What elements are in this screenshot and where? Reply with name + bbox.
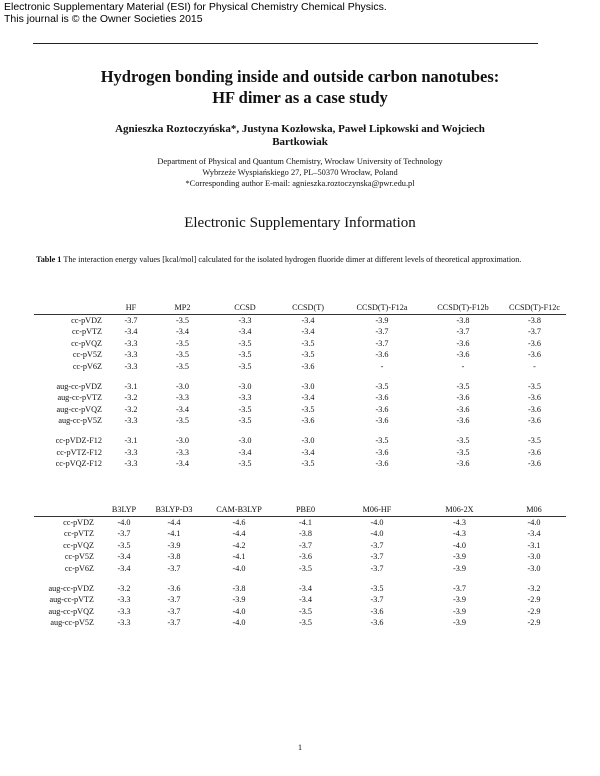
energy-value-cell: -3.4 [299, 583, 312, 593]
table-row [34, 617, 566, 629]
energy-value-cell: -3.3 [117, 618, 131, 628]
energy-value-cell: -3.5 [238, 459, 252, 469]
table-row [34, 516, 566, 528]
energy-value-cell: -3.2 [117, 583, 131, 593]
energy-table-wavefunction [34, 302, 566, 470]
energy-value-cell: -3.3 [238, 393, 252, 403]
energy-value-cell: - [380, 361, 384, 371]
energy-value-cell: -3.7 [124, 315, 138, 325]
energy-value-cell: -3.9 [453, 563, 466, 573]
energy-value-cell: -3.7 [370, 540, 384, 550]
group-spacer [34, 575, 566, 583]
row-label-basis-set: cc-pV5Z [64, 552, 94, 562]
energy-value-cell: -3.2 [527, 583, 541, 593]
paper-title-line-1: Hydrogen bonding inside and outside carbon nanotubes: [100, 67, 500, 86]
energy-value-cell: -3.1 [527, 540, 541, 550]
table-row [34, 563, 566, 575]
energy-value-cell: -4.0 [117, 517, 131, 527]
energy-value-cell: - [533, 361, 536, 371]
energy-value-cell: -3.0 [238, 381, 252, 391]
row-label-basis-set: cc-pV6Z [64, 563, 94, 573]
energy-value-cell: -3.7 [167, 595, 181, 605]
energy-value-cell: -3.6 [375, 393, 389, 403]
energy-value-cell: -3.4 [527, 529, 541, 539]
header-cell-method: CAM-B3LYP [204, 504, 274, 516]
energy-value-cell: -3.6 [301, 361, 315, 371]
energy-value-cell: -3.5 [375, 381, 389, 391]
header-cell-method: M06 [502, 504, 566, 516]
energy-value-cell: -3.6 [375, 447, 389, 457]
table-row [34, 415, 566, 427]
header-cell-basis [34, 504, 104, 516]
energy-table-dft [34, 504, 566, 629]
table-caption [36, 254, 526, 265]
table-caption-text: The interaction energy values [kcal/mol] calculated for the isolated hydrogen fluoride dimer at different levels of theoretical approximation. [63, 255, 522, 264]
energy-value-cell: -3.4 [176, 404, 189, 414]
table-row [34, 540, 566, 552]
energy-value-cell: -3.5 [176, 361, 189, 371]
corresponding-author-email: *Corresponding author E-mail: agnieszka.roztoczynska@pwr.edu.pl [185, 179, 415, 188]
table-header-row [34, 504, 566, 516]
row-label-basis-set: cc-pVTZ [71, 327, 102, 337]
affiliation-line-1: Department of Physical and Quantum Chemistry, Wrocław University of Technology [157, 157, 443, 166]
energy-value-cell: -4.0 [232, 563, 246, 573]
author-list-line-2: Bartkowiak [272, 136, 328, 148]
energy-value-cell: -3.6 [375, 350, 389, 360]
energy-value-cell: -3.4 [124, 327, 138, 337]
energy-value-cell: -3.6 [375, 416, 389, 426]
energy-value-cell: -3.9 [375, 315, 389, 325]
energy-value-cell: -3.6 [456, 404, 470, 414]
energy-value-cell: -3.8 [232, 583, 246, 593]
table-row [34, 583, 566, 595]
table-row [34, 392, 566, 404]
energy-value-cell: -3.5 [176, 416, 189, 426]
energy-value-cell: -3.1 [124, 435, 138, 445]
energy-value-cell: -4.0 [370, 529, 384, 539]
energy-value-cell: -3.6 [528, 393, 541, 403]
row-label-basis-set: cc-pVQZ [71, 338, 102, 348]
header-cell-method: CCSD(T)-F12a [341, 302, 423, 314]
energy-value-cell: -4.2 [232, 540, 246, 550]
energy-value-cell: -3.3 [124, 338, 138, 348]
header-cell-method: B3LYP [104, 504, 144, 516]
energy-value-cell: -3.0 [176, 435, 189, 445]
header-cell-method: CCSD(T)-F12c [503, 302, 566, 314]
energy-value-cell: -4.3 [453, 517, 466, 527]
energy-value-cell: -3.6 [456, 416, 470, 426]
energy-value-cell: -4.1 [299, 517, 312, 527]
energy-value-cell: -3.3 [124, 350, 138, 360]
energy-value-cell: -3.6 [299, 552, 312, 562]
energy-value-cell: -3.6 [375, 404, 389, 414]
energy-value-cell: -3.4 [301, 327, 315, 337]
row-label-basis-set: cc-pVTZ-F12 [56, 447, 102, 457]
energy-value-cell: -3.7 [167, 563, 181, 573]
paper-title-line-2: HF dimer as a case study [212, 88, 388, 107]
energy-value-cell: -3.7 [299, 540, 312, 550]
energy-value-cell: -3.3 [117, 595, 131, 605]
energy-value-cell: -3.5 [238, 350, 252, 360]
row-label-basis-set: aug-cc-pVTZ [49, 595, 94, 605]
energy-value-cell: -3.8 [299, 529, 312, 539]
energy-value-cell: -3.5 [176, 350, 189, 360]
energy-value-cell: -3.0 [301, 435, 315, 445]
energy-value-cell: -3.4 [301, 315, 315, 325]
header-rule [33, 43, 538, 44]
esi-header-line-2: This journal is © the Owner Societies 2015 [4, 13, 203, 25]
energy-value-cell: -3.5 [176, 338, 189, 348]
group-spacer [34, 427, 566, 435]
energy-value-cell: -3.8 [528, 315, 541, 325]
energy-value-cell: -3.5 [238, 361, 252, 371]
row-label-basis-set: aug-cc-pVTZ [57, 393, 102, 403]
energy-value-cell: -3.9 [453, 595, 466, 605]
energy-value-cell: -3.0 [176, 381, 189, 391]
table-row [34, 349, 566, 361]
energy-value-cell: -3.6 [528, 338, 541, 348]
row-label-basis-set: cc-pVTZ [63, 529, 94, 539]
energy-value-cell: -3.7 [375, 327, 389, 337]
header-cell-method: HF [112, 302, 150, 314]
table-row [34, 435, 566, 447]
energy-value-cell: -3.5 [238, 338, 252, 348]
table-row [34, 458, 566, 470]
table-header-row [34, 302, 566, 314]
energy-value-cell: -3.5 [301, 350, 315, 360]
energy-value-cell: -3.7 [167, 606, 181, 616]
energy-value-cell: -3.6 [167, 583, 181, 593]
energy-value-cell: -3.7 [167, 618, 181, 628]
table-row [34, 447, 566, 459]
energy-value-cell: -3.7 [456, 327, 470, 337]
energy-value-cell: -3.5 [301, 404, 315, 414]
header-cell-method: MP2 [150, 302, 215, 314]
energy-value-cell: -3.7 [375, 338, 389, 348]
table-row [34, 551, 566, 563]
energy-value-cell: -3.5 [528, 435, 541, 445]
affiliation [40, 156, 560, 189]
energy-value-cell: -3.7 [370, 595, 384, 605]
table-caption-label: Table 1 [36, 255, 62, 264]
energy-value-cell: -3.3 [238, 315, 252, 325]
energy-value-cell: -4.1 [232, 552, 246, 562]
energy-value-cell: -3.9 [453, 552, 466, 562]
table-row [34, 361, 566, 373]
energy-value-cell: -3.5 [299, 618, 312, 628]
energy-value-cell: -3.6 [528, 447, 541, 457]
row-label-basis-set: aug-cc-pVDZ [48, 583, 94, 593]
author-list [40, 123, 560, 149]
energy-value-cell: -3.9 [453, 606, 466, 616]
energy-value-cell: -3.0 [301, 381, 315, 391]
energy-value-cell: -3.9 [453, 618, 466, 628]
energy-value-cell: -3.8 [456, 315, 470, 325]
header-cell-method: M06-2X [417, 504, 502, 516]
energy-value-cell: -3.7 [370, 552, 384, 562]
energy-value-cell: -4.6 [232, 517, 246, 527]
energy-value-cell: -3.4 [176, 327, 189, 337]
energy-value-cell: -2.9 [527, 595, 541, 605]
energy-value-cell: -4.1 [167, 529, 181, 539]
table-row [34, 326, 566, 338]
energy-value-cell: -3.6 [301, 416, 315, 426]
energy-value-cell: -4.0 [527, 517, 541, 527]
row-label-basis-set: aug-cc-pVQZ [48, 606, 94, 616]
row-label-basis-set: cc-pVQZ-F12 [55, 459, 102, 469]
energy-value-cell: -3.7 [117, 529, 131, 539]
row-label-basis-set: aug-cc-pV5Z [50, 618, 94, 628]
header-cell-method: CCSD [215, 302, 275, 314]
energy-value-cell: -3.7 [453, 583, 466, 593]
row-label-basis-set: cc-pVDZ [63, 517, 94, 527]
energy-value-cell: -4.4 [232, 529, 246, 539]
energy-value-cell: -3.5 [238, 404, 252, 414]
table-row [34, 606, 566, 618]
table-row [34, 594, 566, 606]
energy-value-cell: -3.5 [528, 381, 541, 391]
energy-value-cell: -3.0 [527, 563, 541, 573]
row-label-basis-set: cc-pV5Z [72, 350, 102, 360]
header-cell-method: PBE0 [274, 504, 337, 516]
energy-value-cell: -3.3 [124, 447, 138, 457]
energy-value-cell: -3.6 [370, 606, 384, 616]
energy-value-cell: -3.6 [528, 416, 541, 426]
energy-value-cell: -3.4 [117, 563, 131, 573]
energy-value-cell: -3.3 [176, 447, 189, 457]
energy-value-cell: -3.6 [528, 459, 541, 469]
energy-value-cell: -3.5 [117, 540, 131, 550]
energy-value-cell: -3.4 [299, 595, 312, 605]
energy-value-cell: -3.5 [299, 606, 312, 616]
energy-value-cell: -3.8 [167, 552, 181, 562]
energy-value-cell: -4.0 [232, 606, 246, 616]
energy-value-cell: -3.5 [238, 416, 252, 426]
row-label-basis-set: aug-cc-pVQZ [56, 404, 102, 414]
energy-value-cell: -3.5 [301, 338, 315, 348]
energy-value-cell: -2.9 [527, 618, 541, 628]
energy-value-cell: -3.0 [238, 435, 252, 445]
energy-value-cell: -3.1 [124, 381, 138, 391]
energy-value-cell: -3.5 [299, 563, 312, 573]
row-label-basis-set: aug-cc-pVDZ [56, 381, 102, 391]
energy-value-cell: -3.3 [124, 459, 138, 469]
energy-value-cell: -3.6 [528, 350, 541, 360]
table-row [34, 528, 566, 540]
energy-value-cell: -4.0 [453, 540, 466, 550]
energy-value-cell: -3.4 [301, 393, 315, 403]
paper-title [30, 66, 570, 108]
energy-value-cell: -3.5 [301, 459, 315, 469]
energy-value-cell: -3.6 [528, 404, 541, 414]
energy-value-cell: -3.4 [176, 459, 189, 469]
row-label-basis-set: aug-cc-pV5Z [58, 416, 102, 426]
header-cell-method: B3LYP-D3 [144, 504, 204, 516]
energy-value-cell: -3.6 [456, 338, 470, 348]
energy-value-cell: -3.5 [176, 315, 189, 325]
energy-value-cell: -3.7 [528, 327, 541, 337]
table-row [34, 381, 566, 393]
energy-value-cell: -3.9 [232, 595, 246, 605]
energy-value-cell: -3.6 [456, 350, 470, 360]
page-number: 1 [297, 742, 303, 752]
energy-value-cell: -3.4 [238, 447, 252, 457]
energy-value-cell: -3.6 [456, 393, 470, 403]
energy-value-cell: -4.0 [370, 517, 384, 527]
energy-value-cell: -3.6 [456, 459, 470, 469]
table-row [34, 404, 566, 416]
header-cell-basis [34, 302, 112, 314]
energy-value-cell: -3.4 [301, 447, 315, 457]
esi-header [4, 1, 387, 25]
energy-value-cell: -3.6 [370, 618, 384, 628]
energy-value-cell: -3.3 [124, 416, 138, 426]
header-cell-method: M06-HF [337, 504, 417, 516]
affiliation-line-2: Wybrzeże Wyspiańskiego 27, PL–50370 Wrocław, Poland [202, 168, 398, 177]
energy-value-cell: -4.0 [232, 618, 246, 628]
table-row [34, 338, 566, 350]
energy-value-cell: -3.6 [375, 459, 389, 469]
energy-value-cell: -3.0 [527, 552, 541, 562]
energy-value-cell: -3.5 [370, 583, 384, 593]
energy-value-cell: -3.2 [124, 393, 138, 403]
esi-section-title: Electronic Supplementary Information [184, 215, 416, 231]
energy-value-cell: -3.9 [167, 540, 181, 550]
header-cell-method: CCSD(T)-F12b [423, 302, 503, 314]
energy-value-cell: -3.7 [370, 563, 384, 573]
energy-value-cell: -3.5 [456, 381, 470, 391]
energy-value-cell: -3.3 [176, 393, 189, 403]
energy-value-cell: -3.5 [456, 447, 470, 457]
energy-value-cell: -3.5 [456, 435, 470, 445]
energy-value-cell: -3.4 [238, 327, 252, 337]
energy-value-cell: -3.2 [124, 404, 138, 414]
energy-value-cell: -3.3 [117, 606, 131, 616]
group-spacer [34, 373, 566, 381]
table-row [34, 314, 566, 326]
energy-value-cell: - [461, 361, 465, 371]
energy-value-cell: -3.4 [117, 552, 131, 562]
esi-header-line-1: Electronic Supplementary Material (ESI) for Physical Chemistry Chemical Physics. [4, 1, 387, 13]
energy-value-cell: -3.5 [375, 435, 389, 445]
author-list-line-1: Agnieszka Roztoczyńska*, Justyna Kozłowska, Paweł Lipkowski and Wojciech [115, 123, 485, 135]
row-label-basis-set: cc-pVDZ-F12 [55, 435, 102, 445]
header-cell-method: CCSD(T) [275, 302, 341, 314]
row-label-basis-set: cc-pV6Z [72, 361, 102, 371]
energy-value-cell: -3.3 [124, 361, 138, 371]
energy-value-cell: -2.9 [527, 606, 541, 616]
energy-value-cell: -4.3 [453, 529, 466, 539]
row-label-basis-set: cc-pVQZ [63, 540, 94, 550]
row-label-basis-set: cc-pVDZ [71, 315, 102, 325]
energy-value-cell: -4.4 [167, 517, 181, 527]
